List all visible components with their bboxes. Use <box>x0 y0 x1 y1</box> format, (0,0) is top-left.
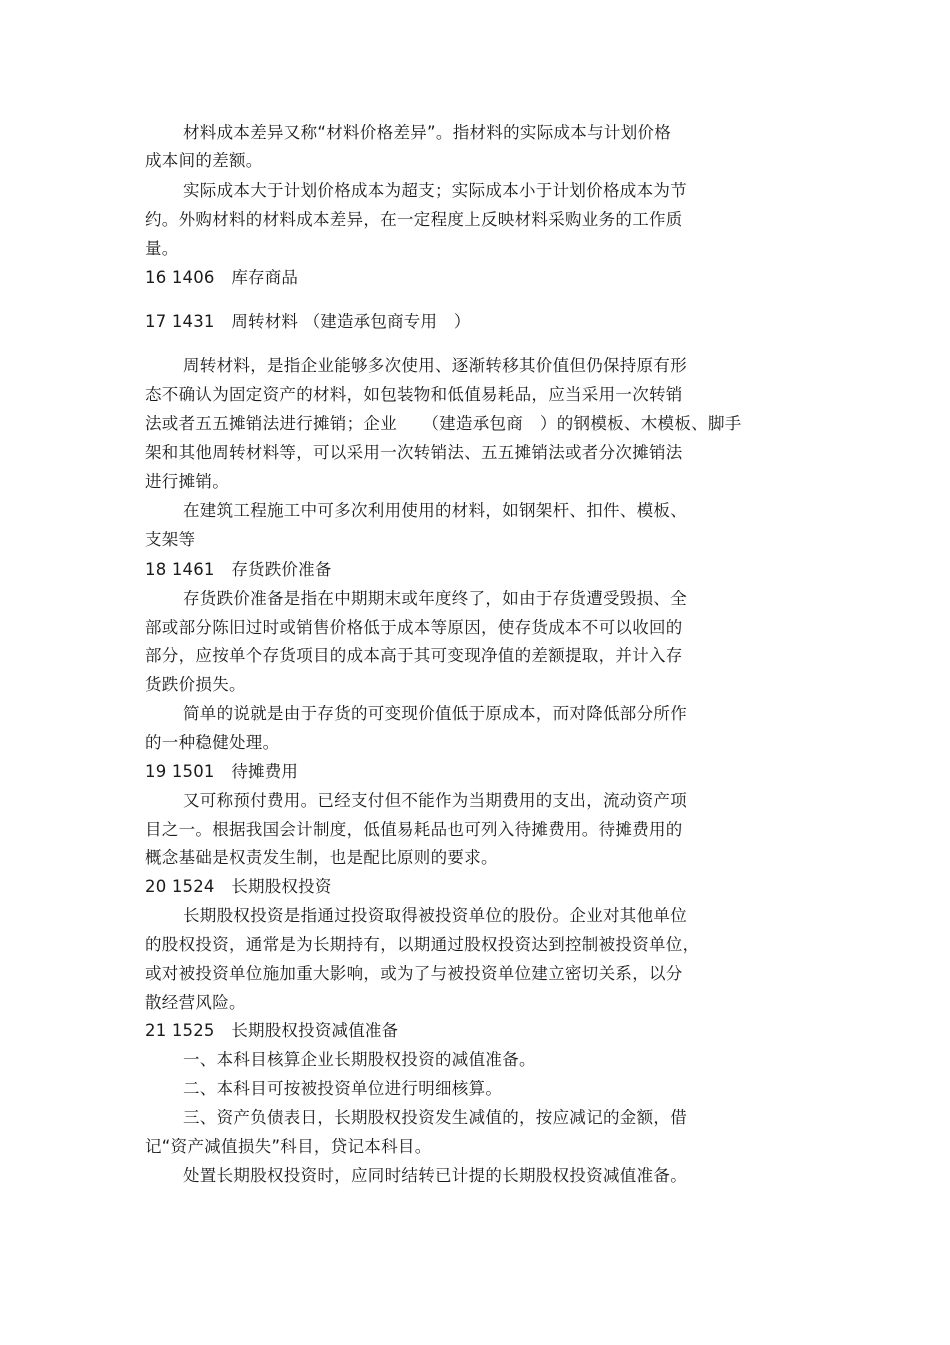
paragraph-line: 量。 <box>145 239 179 258</box>
paragraph-line: 支架等 <box>145 530 196 549</box>
paragraph-line: 周转材料，是指企业能够多次使用、逐渐转移其价值但仍保持原有形 <box>183 356 687 375</box>
section-heading: 20 1524 长期股权投资 <box>145 877 332 896</box>
paragraph-line: 成本间的差额。 <box>145 151 263 170</box>
paragraph-line: 存货跌价准备是指在中期期末或年度终了，如由于存货遭受毁损、全 <box>183 589 687 608</box>
paragraph-line: 记“资产减值损失”科目，贷记本科目。 <box>145 1137 432 1156</box>
paragraph-line: 简单的说就是由于存货的可变现价值低于原成本，而对降低部分所作 <box>183 704 687 723</box>
paragraph-line: 约。外购材料的材料成本差异，在一定程度上反映材料采购业务的工作质 <box>145 210 683 229</box>
section-heading: 16 1406 库存商品 <box>145 268 299 287</box>
paragraph-line: 货跌价损失。 <box>145 675 246 694</box>
paragraph-line: 概念基础是权责发生制，也是配比原则的要求。 <box>145 848 498 867</box>
paragraph-line: 部分，应按单个存货项目的成本高于其可变现净值的差额提取，并计入存 <box>145 646 683 665</box>
paragraph-line: 的一种稳健处理。 <box>145 733 280 752</box>
paragraph-line: 进行摊销。 <box>145 472 229 491</box>
section-heading: 18 1461 存货跌价准备 <box>145 560 332 579</box>
paragraph-line: 一、本科目核算企业长期股权投资的减值准备。 <box>183 1050 536 1069</box>
paragraph-line: 或对被投资单位施加重大影响，或为了与被投资单位建立密切关系，以分 <box>145 964 683 983</box>
paragraph-line: 散经营风险。 <box>145 993 246 1012</box>
section-heading: 19 1501 待摊费用 <box>145 762 299 781</box>
section-heading: 17 1431 周转材料 （建造承包商专用 ） <box>145 312 471 331</box>
paragraph-line: 架和其他周转材料等，可以采用一次转销法、五五摊销法或者分次摊销法 <box>145 443 683 462</box>
paragraph-line: 法或者五五摊销法进行摊销；企业 （建造承包商 ）的钢模板、木模板、脚手 <box>145 414 742 433</box>
paragraph-line: 部或部分陈旧过时或销售价格低于成本等原因，使存货成本不可以收回的 <box>145 618 683 637</box>
paragraph-line: 实际成本大于计划价格成本为超支；实际成本小于计划价格成本为节 <box>183 181 687 200</box>
paragraph-line: 目之一。根据我国会计制度，低值易耗品也可列入待摊费用。待摊费用的 <box>145 820 683 839</box>
paragraph-line: 的股权投资，通常是为长期持有，以期通过股权投资达到控制被投资单位， <box>145 935 700 954</box>
paragraph-line: 长期股权投资是指通过投资取得被投资单位的股份。企业对其他单位 <box>183 906 687 925</box>
paragraph-line: 材料成本差异又称“材料价格差异”。指材料的实际成本与计划价格 <box>183 123 672 142</box>
section-heading: 21 1525 长期股权投资减值准备 <box>145 1021 399 1040</box>
paragraph-line: 又可称预付费用。已经支付但不能作为当期费用的支出，流动资产项 <box>183 791 687 810</box>
paragraph-line: 在建筑工程施工中可多次利用使用的材料，如钢架杆、扣件、模板、 <box>183 501 687 520</box>
paragraph-line: 二、本科目可按被投资单位进行明细核算。 <box>183 1079 503 1098</box>
paragraph-line: 态不确认为固定资产的材料，如包装物和低值易耗品，应当采用一次转销 <box>145 385 683 404</box>
paragraph-line: 三、资产负债表日，长期股权投资发生减值的，按应减记的金额，借 <box>183 1108 687 1127</box>
paragraph-line: 处置长期股权投资时，应同时结转已计提的长期股权投资减值准备。 <box>183 1166 687 1185</box>
